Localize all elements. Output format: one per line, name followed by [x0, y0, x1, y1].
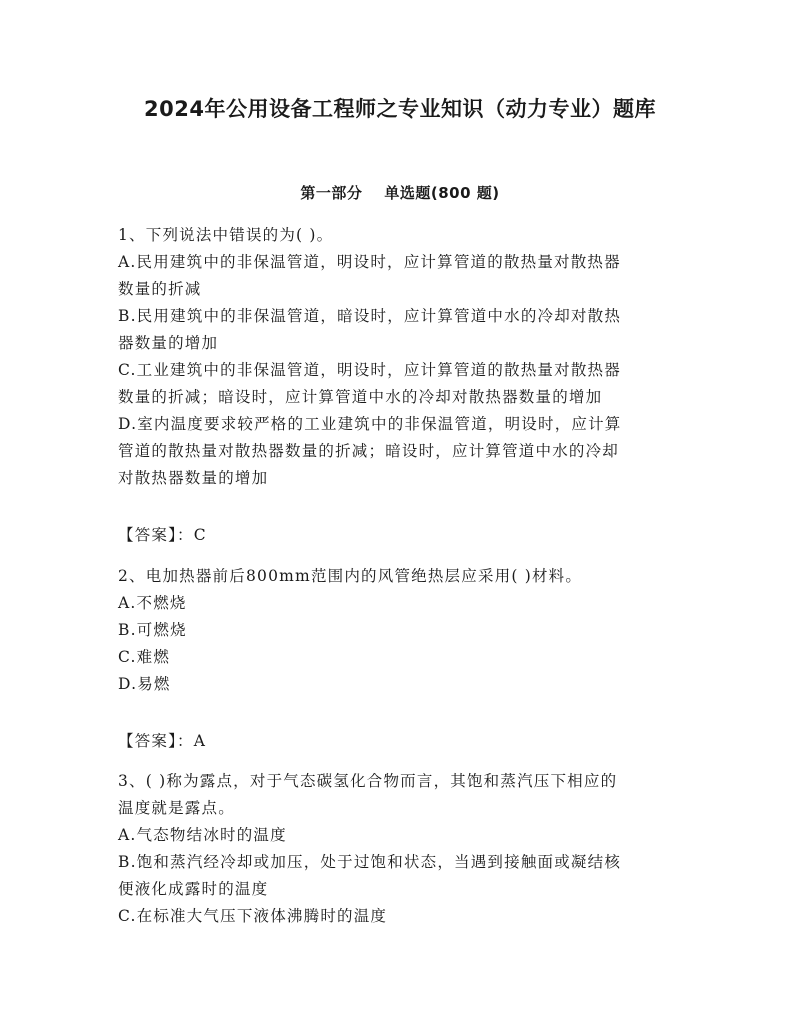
option-c: C.工业建筑中的非保温管道，明设时，应计算管道的散热量对散热器 — [118, 361, 621, 379]
question-1 — [118, 222, 678, 492]
document-title: 2024年公用设备工程师之专业知识（动力专业）题库 — [144, 97, 656, 121]
answer-text: 【答案】：C — [118, 526, 207, 544]
option-b: B.可燃烧 — [118, 621, 187, 639]
option-b-cont: 器数量的增加 — [118, 334, 219, 352]
option-d-cont: 管道的散热量对散热器数量的折减；暗设时，应计算管道中水的冷却 — [118, 442, 620, 460]
answer-1 — [118, 522, 678, 549]
answer-text: 【答案】：A — [118, 732, 207, 750]
option-d: D.室内温度要求较严格的工业建筑中的非保温管道，明设时，应计算 — [118, 415, 622, 433]
answer-2 — [118, 728, 678, 755]
question-stem: 1、下列说法中错误的为( )。 — [118, 226, 334, 244]
question-stem: 2、电加热器前后800mm范围内的风管绝热层应采用( )材料。 — [118, 567, 583, 585]
question-2 — [118, 563, 678, 698]
option-b-cont: 便液化成露时的温度 — [118, 880, 269, 898]
question-stem: 3、( )称为露点，对于气态碳氢化合物而言，其饱和蒸汽压下相应的 — [118, 772, 618, 790]
section-heading — [0, 182, 800, 203]
option-c-cont: 数量的折减；暗设时，应计算管道中水的冷却对散热器数量的增加 — [118, 388, 603, 406]
question-stem-cont: 温度就是露点。 — [118, 799, 235, 817]
question-3 — [118, 768, 678, 930]
option-d: D.易燃 — [118, 675, 171, 693]
option-c: C.在标准大气压下液体沸腾时的温度 — [118, 907, 388, 925]
option-a-cont: 数量的折减 — [118, 280, 202, 298]
section-subtitle: 单选题(800 题) — [384, 184, 500, 202]
section-title: 第一部分 — [300, 184, 363, 202]
option-c: C.难燃 — [118, 648, 171, 666]
option-a: A.民用建筑中的非保温管道，明设时，应计算管道的散热量对散热器 — [118, 253, 621, 271]
option-b: B.饱和蒸汽经冷却或加压，处于过饱和状态，当遇到接触面或凝结核 — [118, 853, 622, 871]
option-b: B.民用建筑中的非保温管道，暗设时，应计算管道中水的冷却对散热 — [118, 307, 622, 325]
option-a: A.不燃烧 — [118, 594, 187, 612]
option-d-cont: 对散热器数量的增加 — [118, 469, 269, 487]
option-a: A.气态物结冰时的温度 — [118, 826, 287, 844]
